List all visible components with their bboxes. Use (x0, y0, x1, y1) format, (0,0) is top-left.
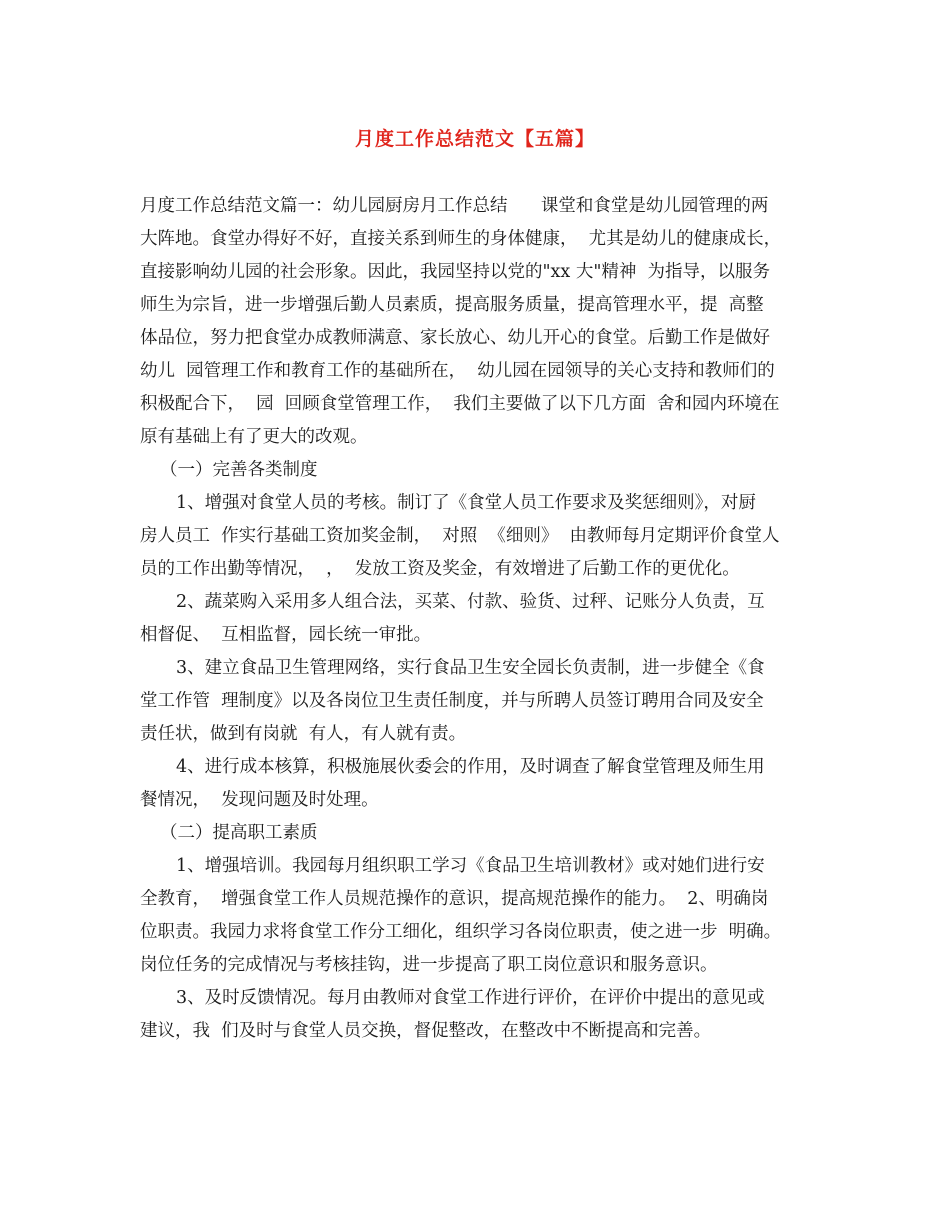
text-line: 岗位任务的完成情况与考核挂钩，进一步提高了职工岗位意识和服务意识。 (140, 955, 718, 975)
text-line: 房人员工 作实行基础工资加奖金制， 对照 《细则》 由教师每月定期评价食堂人 (140, 526, 780, 546)
text-line: 2、蔬菜购入采用多人组合法，买菜、付款、验货、过秤、记账分人负责，互 (176, 592, 765, 612)
text-line: 体品位，努力把食堂办成教师满意、家长放心、幼儿开心的食堂。后勤工作是做好 (140, 328, 770, 348)
text-line: 餐情况， 发现问题及时处理。 (140, 790, 379, 810)
section-heading: （二）提高职工素质 (160, 823, 318, 843)
text-line: 月度工作总结范文篇一：幼儿园厨房月工作总结 课堂和食堂是幼儿园管理的两 (140, 196, 769, 216)
text-line: 3、建立食品卫生管理网络，实行食品卫生安全园长负责制，进一步健全《食 (176, 658, 765, 678)
text-line: 员的工作出勤等情况， ， 发放工资及奖金，有效增进了后勤工作的更优化。 (140, 559, 740, 579)
text-line: 幼儿 园管理工作和教育工作的基础所在， 幼儿园在园领导的关心支持和教师们的 (140, 361, 775, 381)
text-line: 建议，我 们及时与食堂人员交换，督促整改，在整改中不断提高和完善。 (140, 1021, 712, 1041)
text-line: 积极配合下， 园 回顾食堂管理工作， 我们主要做了以下几方面 舍和园内环境在 (140, 394, 780, 414)
document-body (140, 190, 812, 1048)
text-line: 1、增强对食堂人员的考核。制订了《食堂人员工作要求及奖惩细则》，对厨 (176, 493, 756, 513)
text-line: 相督促、 互相监督，园长统一审批。 (140, 625, 432, 645)
text-line: 堂工作管 理制度》以及各岗位卫生责任制度，并与所聘人员签订聘用合同及安全 (140, 691, 764, 711)
text-line: 直接影响幼儿园的社会形象。因此，我园坚持以党的"xx 大"精神 为指导，以服务 (140, 262, 771, 282)
text-line: 1、增强培训。我园每月组织职工学习《食品卫生培训教材》或对她们进行安 (176, 856, 765, 876)
text-line: 位职责。我园力求将食堂工作分工细化，组织学习各岗位职责，使之进一步 明确。 (140, 922, 782, 942)
text-line: 全教育， 增强食堂工作人员规范操作的意识，提高规范操作的能力。 2、明确岗 (140, 889, 769, 909)
text-line: 师生为宗旨，进一步增强后勤人员素质，提高服务质量，提高管理水平，提 高整 (140, 295, 764, 315)
text-line: 3、及时反馈情况。每月由教师对食堂工作进行评价，在评价中提出的意见或 (176, 988, 765, 1008)
text-line: 责任状，做到有岗就 有人，有人就有责。 (140, 724, 467, 744)
document-title: 月度工作总结范文【五篇】 (354, 128, 595, 150)
text-line: 大阵地。食堂办得好不好，直接关系到师生的身体健康， 尤其是幼儿的健康成长， (140, 229, 782, 249)
section-heading: （一）完善各类制度 (160, 460, 318, 480)
text-line: 4、进行成本核算，积极施展伙委会的作用，及时调查了解食堂管理及师生用 (176, 757, 765, 777)
text-line: 原有基础上有了更大的改观。 (140, 427, 368, 447)
